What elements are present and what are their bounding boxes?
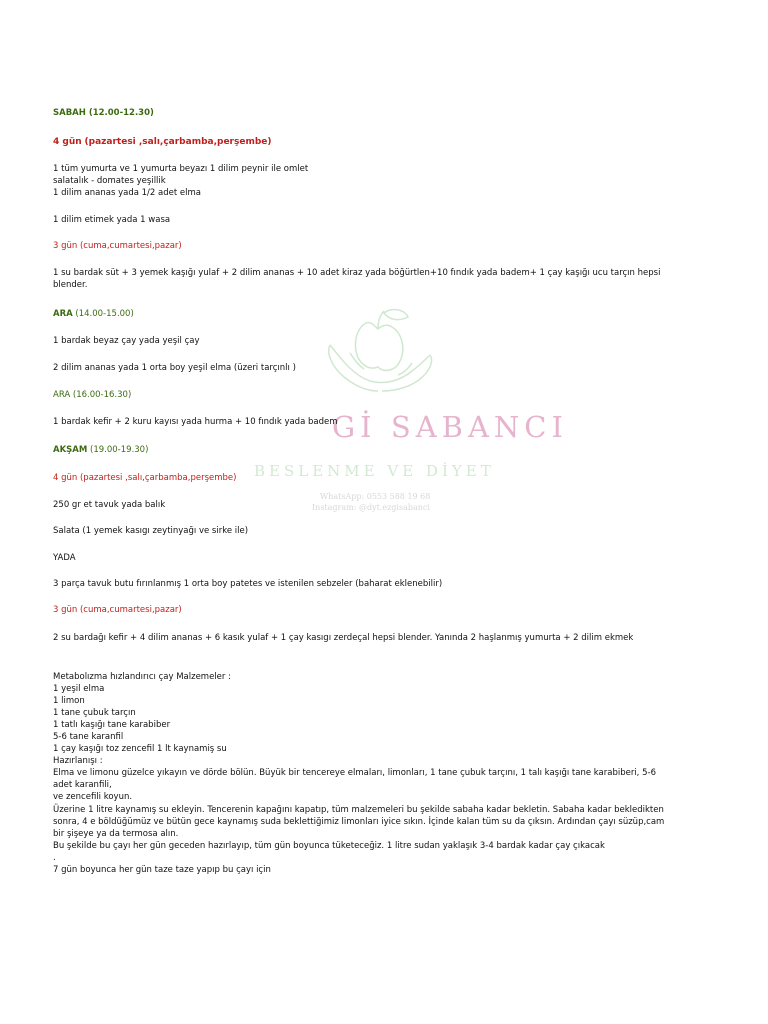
snack1-item: 1 bardak beyaz çay yada yeşil çay [53,336,200,346]
breakfast-four-day-label: 4 gün [53,137,82,147]
breakfast-item: salatalık - domates yeşillik [53,176,166,186]
tea-line: bir şişeye ya da termosa alın. [53,829,179,839]
tea-line: ve zencefili koyun. [53,792,133,802]
snack1-item: 2 dilim ananas yada 1 orta boy yeşil elma (üzeri tarçınlı ) [53,363,296,373]
tea-line: Metabolızma hızlandırıcı çay Malzemeler : [53,672,231,682]
tea-line: 1 limon [53,696,85,706]
dinner-three-day-heading: 3 gün (cuma,cumartesi,pazar) [53,605,182,615]
tea-line: 7 gün boyunca her gün taze taze yapıp bu çayı için [53,865,271,875]
breakfast-three-day-item: 1 su bardak süt + 3 yemek kaşığı yulaf + 2 dilim ananas + 10 adet kiraz yada böğürtlen+10 fındık yada badem+ 1 çay kaşığı ucu tarçın hepsi [53,268,661,278]
tea-line: 1 tatlı kaşığı tane karabiber [53,720,171,730]
tea-line: Bu şekilde bu çayı her gün geceden hazırlayıp, tüm gün boyunca tüketeceğiz. 1 litre sudan yaklaşık 3-4 bardak kadar çay çıkacak [53,841,605,851]
breakfast-four-day-heading [53,136,272,148]
watermark-instagram: Instagram: @dyt.ezgisabanci [312,503,430,512]
breakfast-four-day-days: (pazartesi ,salı,çarbamba,perşembe) [84,137,272,147]
tea-line: 1 yeşil elma [53,684,105,694]
tea-line: Elma ve limonu güzelce yıkayın ve dörde bölün. Büyük bir tencereye elmaları, limonları, 1 tane çubuk tarçını, 1 talı kaşığı tane karabiberi, 5-6 [53,768,656,778]
dinner-item: 3 parça tavuk butu fırınlanmış 1 orta boy patetes ve istenilen sebzeler (baharat eklenebilir) [53,579,443,589]
dinner-four-day-heading: 4 gün (pazartesi ,salı,çarbamba,perşembe) [53,473,237,483]
tea-line: Hazırlanışı : [53,756,103,766]
dinner-label: AKŞAM [53,445,88,455]
dinner-time: (19.00-19.30) [90,445,149,455]
dinner-three-day-item: 2 su bardağı kefir + 4 dilim ananas + 6 kasık yulaf + 1 çay kasıgı zerdeçal hepsi blender. Yanında 2 haşlanmış yumurta + 2 dilim ekmek [53,633,634,643]
hands-apple-logo-icon [320,305,440,400]
snack2-item: 1 bardak kefir + 2 kuru kayısı yada hurma + 10 fındık yada badem [53,417,338,427]
tea-line: 1 çay kaşığı toz zencefil 1 lt kaynamiş su [53,744,227,754]
tea-line: sonra, 4 e böldüğümüz ve bütün gece kaynamış suda beklettiğimiz limonları iyice sıkın. İçinde kalan tüm su da çıksın. Ardından çayı süzüp,cam [53,817,665,827]
snack1-heading [53,308,134,320]
dinner-item: Salata (1 yemek kasıgı zeytinyağı ve sirke ile) [53,526,249,536]
breakfast-item: 1 dilim ananas yada 1/2 adet elma [53,188,201,198]
watermark-name: Gİ SABANCI [332,410,568,444]
tea-line: 5-6 tane karanfil [53,732,124,742]
tea-line: 1 tane çubuk tarçın [53,708,136,718]
dinner-heading [53,444,148,456]
watermark-whatsapp: WhatsApp: 0553 588 19 68 [320,492,431,501]
snack2-heading: ARA (16.00-16.30) [53,390,132,400]
breakfast-item: 1 dilim etimek yada 1 wasa [53,215,171,225]
watermark-subtitle: BESLENME VE DİYET [254,462,495,480]
snack1-time: (14.00-15.00) [75,309,134,319]
dinner-item: YADA [53,553,76,563]
breakfast-item: 1 tüm yumurta ve 1 yumurta beyazı 1 dilim peynir ile omlet [53,164,309,174]
tea-line: Üzerine 1 litre kaynamış su ekleyin. Tencerenin kapağını kapatıp, tüm malzemeleri bu şekilde sabaha kadar bekletin. Sabaha kadar bekledikten [53,805,664,815]
dinner-item: 250 gr et tavuk yada balık [53,500,166,510]
breakfast-three-day-heading: 3 gün (cuma,cumartesi,pazar) [53,241,182,251]
snack1-label: ARA [53,309,73,319]
tea-line: . [53,853,56,863]
tea-line: adet karanfili, [53,780,112,790]
breakfast-heading: SABAH (12.00-12.30) [53,108,154,118]
breakfast-three-day-item-cont: blender. [53,280,88,290]
